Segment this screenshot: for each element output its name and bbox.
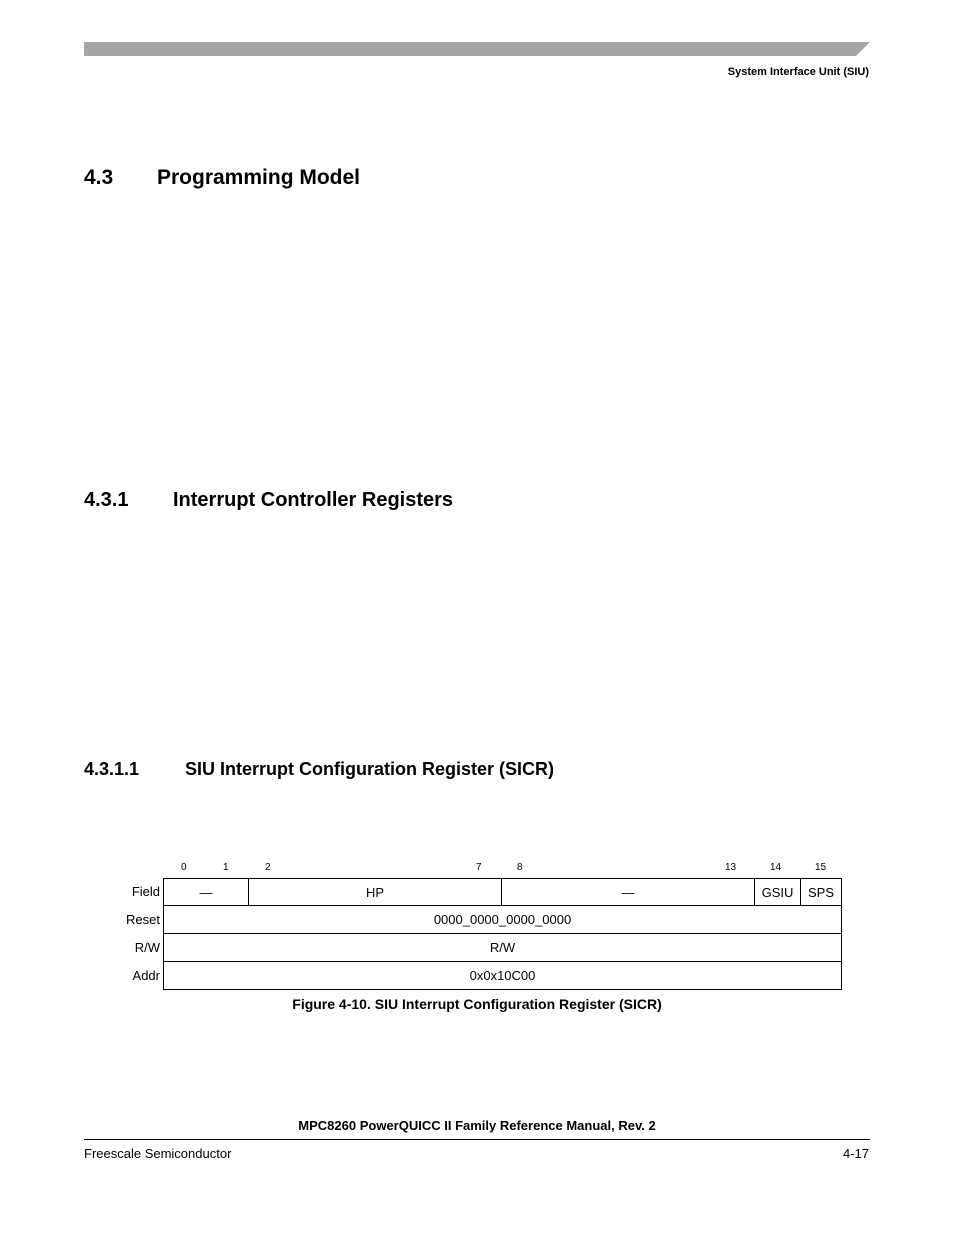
section-heading-4-3 (84, 166, 360, 190)
section-heading-4-3-1 (84, 489, 453, 512)
section-number: 4.3 (84, 166, 114, 189)
field-sps: SPS (800, 879, 841, 905)
field-gsiu: GSIU (754, 879, 800, 905)
bit-number: 0 (181, 862, 187, 873)
bit-number: 2 (265, 862, 271, 873)
register-rw-row (163, 934, 842, 962)
row-label-rw: R/W (134, 940, 160, 955)
bit-number: 8 (517, 862, 523, 873)
row-label-addr: Addr (132, 968, 160, 983)
footer-rule (84, 1139, 870, 1140)
register-addr-row (163, 962, 842, 990)
register-reset-row (163, 906, 842, 934)
reset-value: 0000_0000_0000_0000 (433, 912, 572, 927)
row-label-reset: Reset (126, 912, 160, 927)
running-head: System Interface Unit (SIU) (727, 66, 869, 78)
header-bar (84, 42, 870, 56)
bit-number: 1 (223, 862, 229, 873)
bit-number: 13 (725, 862, 737, 873)
footer-title: MPC8260 PowerQUICC II Family Reference Manual, Rev. 2 (298, 1118, 656, 1133)
section-title: SIU Interrupt Configuration Register (SICR) (185, 759, 554, 779)
bit-number: 7 (476, 862, 482, 873)
register-field-row (163, 878, 842, 906)
field-reserved-8-13: — (501, 879, 754, 905)
page-number: 4-17 (842, 1146, 869, 1161)
footer-company: Freescale Semiconductor (84, 1146, 232, 1161)
bit-number: 15 (815, 862, 827, 873)
section-number: 4.3.1 (84, 489, 129, 511)
rw-value: R/W (489, 940, 516, 955)
field-hp: HP (248, 879, 501, 905)
section-title: Interrupt Controller Registers (173, 489, 454, 511)
figure-caption: Figure 4-10. SIU Interrupt Configuration Register (SICR) (292, 996, 662, 1012)
row-label-field: Field (131, 884, 160, 899)
section-title: Programming Model (157, 166, 361, 189)
bit-number: 14 (770, 862, 782, 873)
section-heading-4-3-1-1 (84, 759, 554, 780)
field-reserved-0-1: — (199, 884, 213, 900)
addr-value: 0x0x10C00 (469, 968, 536, 983)
header-bar-shape (84, 42, 870, 56)
section-number: 4.3.1.1 (84, 759, 140, 779)
